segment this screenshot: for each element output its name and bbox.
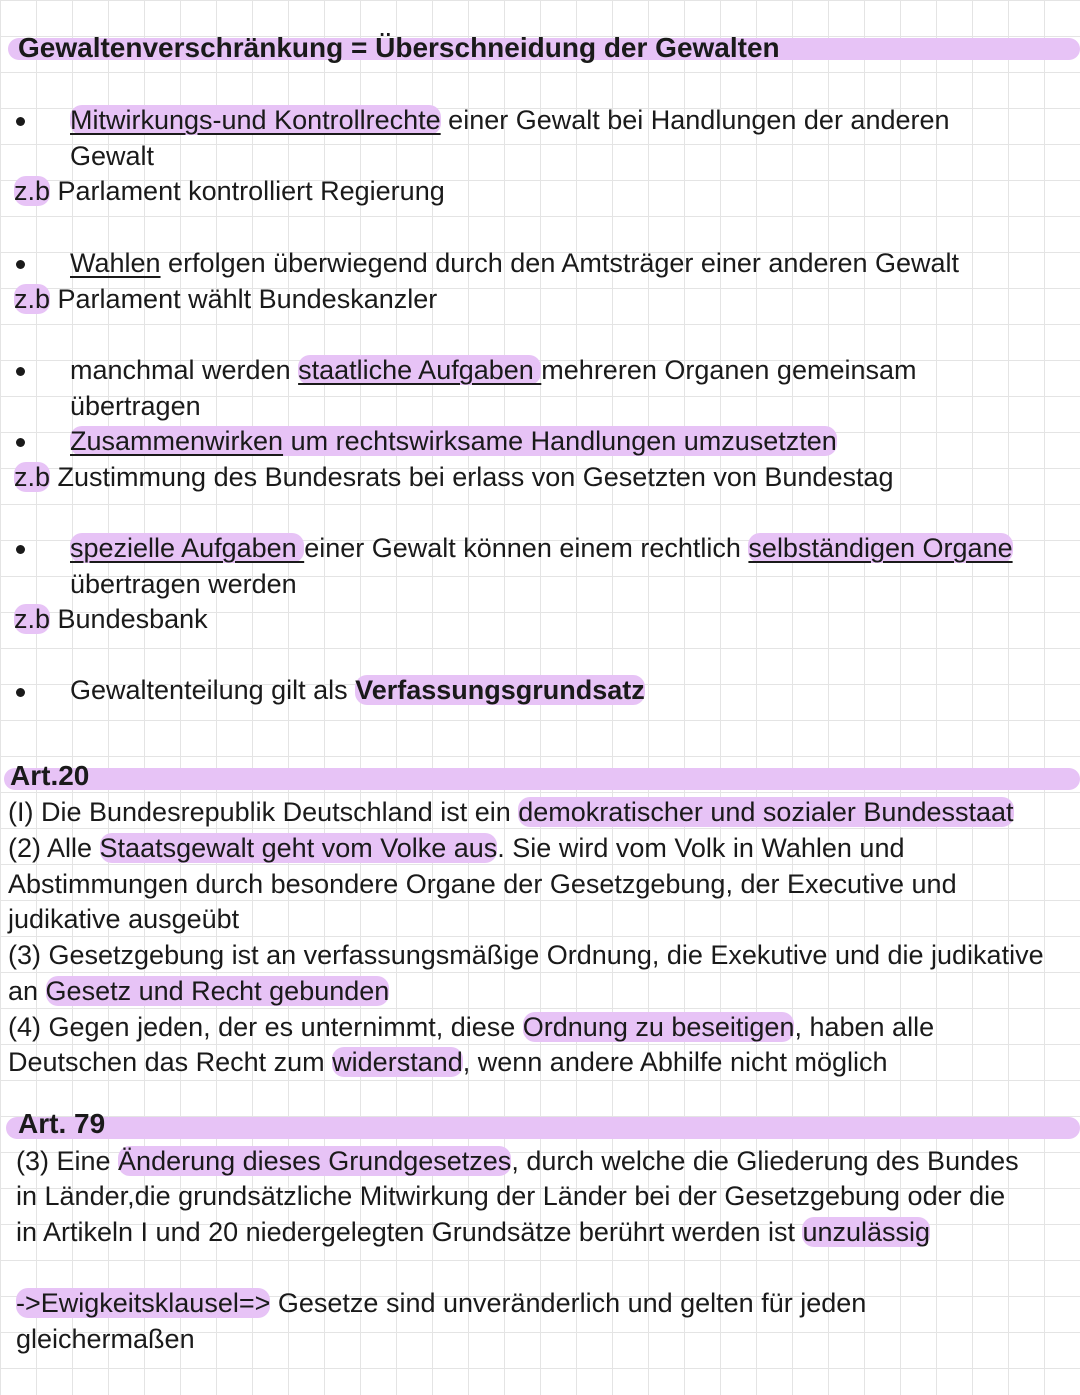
highlight-ewigkeitsklausel: ->Ewigkeitsklausel=> <box>16 1288 271 1318</box>
page-title <box>18 30 780 66</box>
highlight-verfassungsgrundsatz: Verfassungsgrundsatz <box>355 675 645 705</box>
highlight-staatsgewalt: Staatsgewalt geht vom Volke aus <box>99 833 498 863</box>
highlight-ordnung-beseitigen: Ordnung zu beseitigen <box>522 1012 795 1042</box>
article-text: an <box>8 976 46 1006</box>
highlight-demokratischer: demokratischer und sozialer Bundesstaat <box>518 797 1014 827</box>
art20-p4-l1 <box>8 1009 934 1045</box>
zb-tag: z.b <box>14 604 51 634</box>
zb-tag: z.b <box>14 462 51 492</box>
bullet-dot <box>16 117 25 126</box>
heading-text: Art.20 <box>10 760 90 791</box>
art20-heading <box>10 758 89 794</box>
highlight-selbstaendige-organe: selbständigen Organe <box>748 533 1013 563</box>
ewigkeitsklausel-cont <box>16 1321 195 1357</box>
example-2 <box>14 281 437 317</box>
highlight-spezielle-aufgaben: spezielle Aufgaben <box>70 533 305 563</box>
article-text: (3) Gesetzgebung ist an verfassungsmäßige Ordnung, die Exekutive und die judikative <box>8 940 1044 970</box>
bullet-dot <box>16 438 25 447</box>
underline-wahlen: Wahlen <box>70 248 161 278</box>
article-text: in Länder,die grundsätzliche Mitwirkung der Länder bei der Gesetzgebung oder die <box>16 1181 1006 1211</box>
zb-tag: z.b <box>14 284 51 314</box>
highlight-zusammenwirken <box>70 426 837 456</box>
art20-p1 <box>8 794 1014 830</box>
art79-heading <box>18 1106 105 1142</box>
article-text: (4) Gegen jeden, der es unternimmt, diese <box>8 1012 523 1042</box>
bullet-text: manchmal werden <box>70 355 299 385</box>
article-text: . Sie wird vom Volk in Wahlen und <box>497 833 905 863</box>
bullet-dot <box>16 367 25 376</box>
highlight-gesetz-recht: Gesetz und Recht gebunden <box>45 976 390 1006</box>
highlight-aenderung: Änderung dieses Grundgesetzes <box>118 1146 512 1176</box>
article-text: (2) Alle <box>8 833 100 863</box>
bullet-spezielle-cont <box>70 566 297 602</box>
bullet-text: einer Gewalt können einem rechtlich <box>304 533 749 563</box>
bullet-text: einer Gewalt bei Handlungen der anderen <box>440 105 950 135</box>
title-text: Gewaltenverschränkung = Überschneidung der Gewalten <box>18 32 780 63</box>
heading-text: Art. 79 <box>18 1108 106 1139</box>
ewigkeitsklausel-line <box>16 1285 866 1321</box>
article-text: Deutschen das Recht zum <box>8 1047 333 1077</box>
bullet-staatliche <box>70 352 917 388</box>
bullet-text: übertragen werden <box>70 569 297 599</box>
art20-p4-l2 <box>8 1044 888 1080</box>
art79-l2 <box>16 1178 1005 1214</box>
art79-l1 <box>16 1143 1019 1179</box>
article-text: gleichermaßen <box>16 1324 195 1354</box>
article-text: in Artikeln I und 20 niedergelegten Grundsätze berührt werden ist <box>16 1217 803 1247</box>
zb-tag: z.b <box>14 176 51 206</box>
article-text: Gesetze sind unveränderlich und gelten für jeden <box>270 1288 867 1318</box>
bullet-text: mehreren Organen gemeinsam <box>541 355 917 385</box>
bullet-text: erfolgen überwiegend durch den Amtsträger einer anderen Gewalt <box>160 248 960 278</box>
article-text: , wenn andere Abhilfe nicht möglich <box>462 1047 888 1077</box>
art79-l3 <box>16 1214 930 1250</box>
bullet-mitwirkung <box>70 102 950 138</box>
bullet-text: Gewaltenteilung gilt als <box>70 675 356 705</box>
art20-p2-l3 <box>8 901 239 937</box>
bullet-staatliche-cont <box>70 388 201 424</box>
art20-p3-l1 <box>8 937 1044 973</box>
article-text: (3) Eine <box>16 1146 119 1176</box>
example-text: Bundesbank <box>50 604 208 634</box>
highlight-widerstand: widerstand <box>332 1047 463 1077</box>
highlight-staatliche-aufgaben: staatliche Aufgaben <box>298 355 542 385</box>
art20-highlight <box>4 768 1080 790</box>
bullet-spezielle <box>70 530 1013 566</box>
underline-zusammenwirken: Zusammenwirken <box>70 426 284 456</box>
article-text: Abstimmungen durch besondere Organe der Gesetzgebung, der Executive und <box>8 869 957 899</box>
example-3 <box>14 459 894 495</box>
highlight-mitwirkung: Mitwirkungs-und Kontrollrechte <box>70 105 441 135</box>
art20-p2-l2 <box>8 866 957 902</box>
highlight-unzulaessig: unzulässig <box>802 1217 931 1247</box>
article-text: , haben alle <box>794 1012 935 1042</box>
art20-p2-l1 <box>8 830 905 866</box>
bullet-dot <box>16 260 25 269</box>
bullet-text: Gewalt <box>70 141 155 171</box>
article-text: , durch welche die Gliederung des Bundes <box>511 1146 1019 1176</box>
art20-p3-l2 <box>8 973 389 1009</box>
example-4 <box>14 601 208 637</box>
bullet-zusammenwirken <box>70 423 837 459</box>
article-text: (I) Die Bundesrepublik Deutschland ist ein <box>8 797 519 827</box>
bullet-dot <box>16 688 25 697</box>
example-text: Zustimmung des Bundesrats bei erlass von Gesetzten von Bundestag <box>50 462 894 492</box>
example-text: Parlament kontrolliert Regierung <box>50 176 445 206</box>
bullet-mitwirkung-cont <box>70 138 154 174</box>
bullet-dot <box>16 545 25 554</box>
example-1 <box>14 173 445 209</box>
bullet-wahlen <box>70 245 959 281</box>
bullet-text: um rechtswirksame Handlungen umzusetzten <box>283 426 837 456</box>
art79-highlight <box>6 1117 1080 1139</box>
bullet-text: übertragen <box>70 391 201 421</box>
bullet-gewaltenteilung <box>70 672 645 708</box>
article-text: judikative ausgeübt <box>8 904 240 934</box>
example-text: Parlament wählt Bundeskanzler <box>50 284 438 314</box>
